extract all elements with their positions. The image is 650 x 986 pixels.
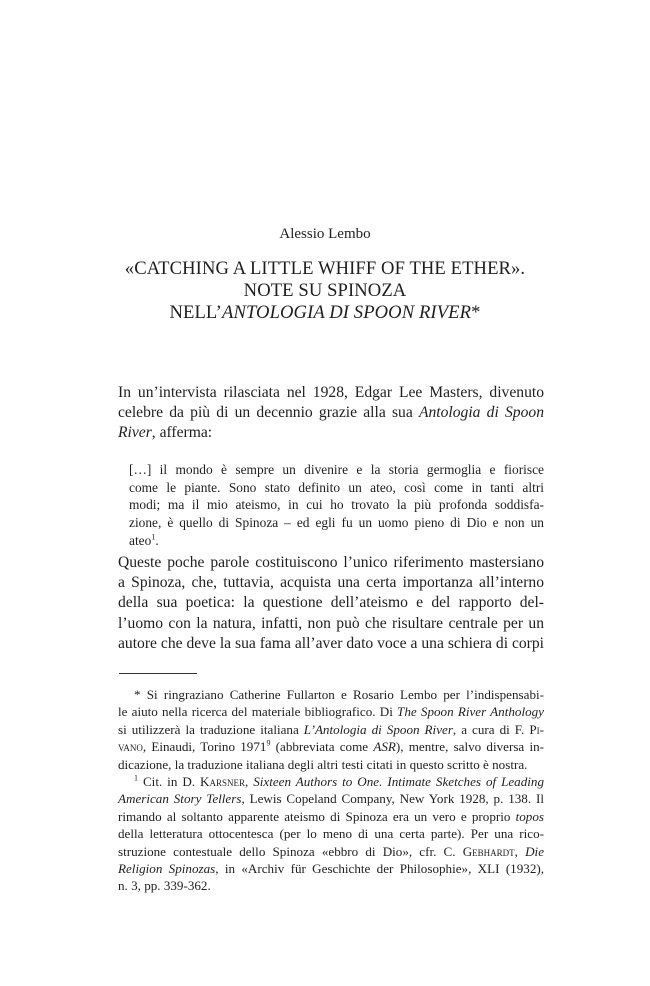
italic-text: The Spoon River Anthology: [397, 704, 544, 720]
text-run: celebre da più di un decennio grazie alla sua: [118, 404, 419, 422]
title-line-3-prefix: NELL’: [169, 302, 222, 323]
small-caps-text: vano: [118, 739, 143, 755]
small-caps-text: Gebhardt: [462, 843, 515, 859]
italic-text: Sixteen Authors to One. Intimate Sketches of Leading: [253, 774, 544, 790]
paragraph-line: l’uomo con la natura, infatti, non può che risultare centrale per un: [118, 614, 544, 632]
text-run: , a cura di F.: [452, 721, 530, 737]
footnote-line: [118, 843, 544, 860]
text-run: struzione contestuale dello Spinoza «ebbro di Dio», cfr. C.: [118, 843, 463, 859]
paragraph-line: [118, 403, 544, 423]
footnote-line: [118, 703, 544, 720]
italic-text: American Story Tellers: [118, 791, 242, 807]
italic-text: Die: [525, 843, 544, 859]
footnote-line: dicazione, la traduzione italiana degli altri testi citati in questo scritto è nostra.: [118, 756, 528, 772]
block-quote: [129, 461, 544, 550]
footnote-line: [118, 790, 544, 807]
footnote-line: [118, 773, 544, 790]
paragraph-line: In un’intervista rilasciata nel 1928, Edgar Lee Masters, divenuto: [118, 384, 544, 401]
italic-text: Religion Spinozas: [118, 861, 216, 877]
footnote-line: [118, 860, 544, 877]
footnote-separator: [119, 673, 197, 674]
superscript: 9: [266, 738, 271, 748]
footnote-line: della letteratura ottocentesca (per lo meno di una certa parte). Per una rico-: [118, 826, 544, 842]
title-line-3-italic: ANTOLOGIA DI SPOON RIVER: [221, 302, 472, 323]
italic-text: Antologia di Spoon: [418, 404, 544, 422]
text-run: (abbreviata come: [270, 739, 374, 755]
footnote-line: n. 3, pp. 339-362.: [118, 878, 211, 894]
footnote-line: [118, 738, 544, 755]
paragraph-line: autore che deve la sua fama all’aver dato voce a una schiera di corpi: [118, 634, 544, 652]
title-line-1: «CATCHING A LITTLE WHIFF OF THE ETHER».: [124, 258, 526, 279]
text-run: rimando al soltanto apparente ateismo di Spinoza era un vero e proprio: [118, 808, 516, 824]
text-run: ateo: [129, 532, 152, 548]
italic-text: topos: [515, 808, 544, 824]
small-caps-text: Pi-: [529, 721, 544, 737]
text-run: ,: [514, 843, 526, 859]
paragraph-intro: [118, 383, 544, 444]
text-run: Si ringraziano Catherine Fullarton e Rosario Lembo per l’indispensabi-: [146, 687, 544, 702]
paragraph-line: a Spinoza, che, tuttavia, acquista una certa importanza all’interno: [118, 574, 544, 592]
footnote-ref: 1: [151, 532, 156, 542]
title-line-2: NOTE SU SPINOZA: [243, 280, 407, 301]
footnote-line: [118, 808, 544, 825]
footnote-line: [118, 721, 544, 738]
text-run: , Einaudi, Torino 1971: [142, 739, 267, 755]
text-run: .: [155, 532, 159, 548]
text-run: ,: [244, 774, 254, 790]
article-title: [0, 258, 650, 324]
title-line-3: [0, 302, 650, 324]
quote-line: come le piante. Sono stato definito un ateo, così come in tanti altri: [129, 479, 544, 495]
paragraph-line: della sua poetica: la questione dell’ateismo e del rapporto del-: [118, 594, 544, 612]
italic-text: ASR: [373, 739, 396, 755]
text-run: , afferma:: [151, 424, 213, 442]
text-run: , Lewis Copeland Company, New York 1928, p. 138. Il: [241, 791, 544, 807]
text-run: , in «Archiv für Geschichte der Philosophie», XLI (1932),: [215, 861, 544, 877]
small-caps-text: Karsner: [200, 774, 245, 790]
footnote-marker: *: [134, 687, 141, 702]
text-run: si utilizzerà la traduzione italiana: [118, 721, 304, 737]
italic-text: L’Antologia di Spoon River: [303, 721, 453, 737]
author-name: Alessio Lembo: [279, 226, 371, 242]
title-footnote-mark: *: [471, 302, 481, 323]
quote-line: […] il mondo è sempre un divenire e la storia germoglia e fiorisce: [129, 462, 544, 477]
footnote-line: [118, 686, 544, 703]
paragraph-line: Queste poche parole costituiscono l’unico riferimento mastersiano: [118, 554, 544, 571]
footnote-marker: 1: [134, 773, 138, 783]
text-run: ), mentre, salvo diversa in-: [395, 739, 544, 755]
text-run: Cit. in D.: [142, 774, 201, 790]
quote-line: [129, 532, 544, 550]
quote-line: zione, è quello di Spinoza – ed egli fu un uomo pieno di Dio e non un: [129, 515, 544, 531]
text-run: le aiuto nella ricerca del materiale bibliografico. Di: [118, 704, 398, 720]
paragraph-main: [118, 553, 544, 654]
paragraph-line: [118, 423, 544, 443]
italic-text: River: [118, 424, 152, 442]
quote-line: modi; ma il mio ateismo, in cui ho trovato la più profonda soddisfa-: [129, 497, 544, 513]
footnotes: [118, 686, 544, 895]
